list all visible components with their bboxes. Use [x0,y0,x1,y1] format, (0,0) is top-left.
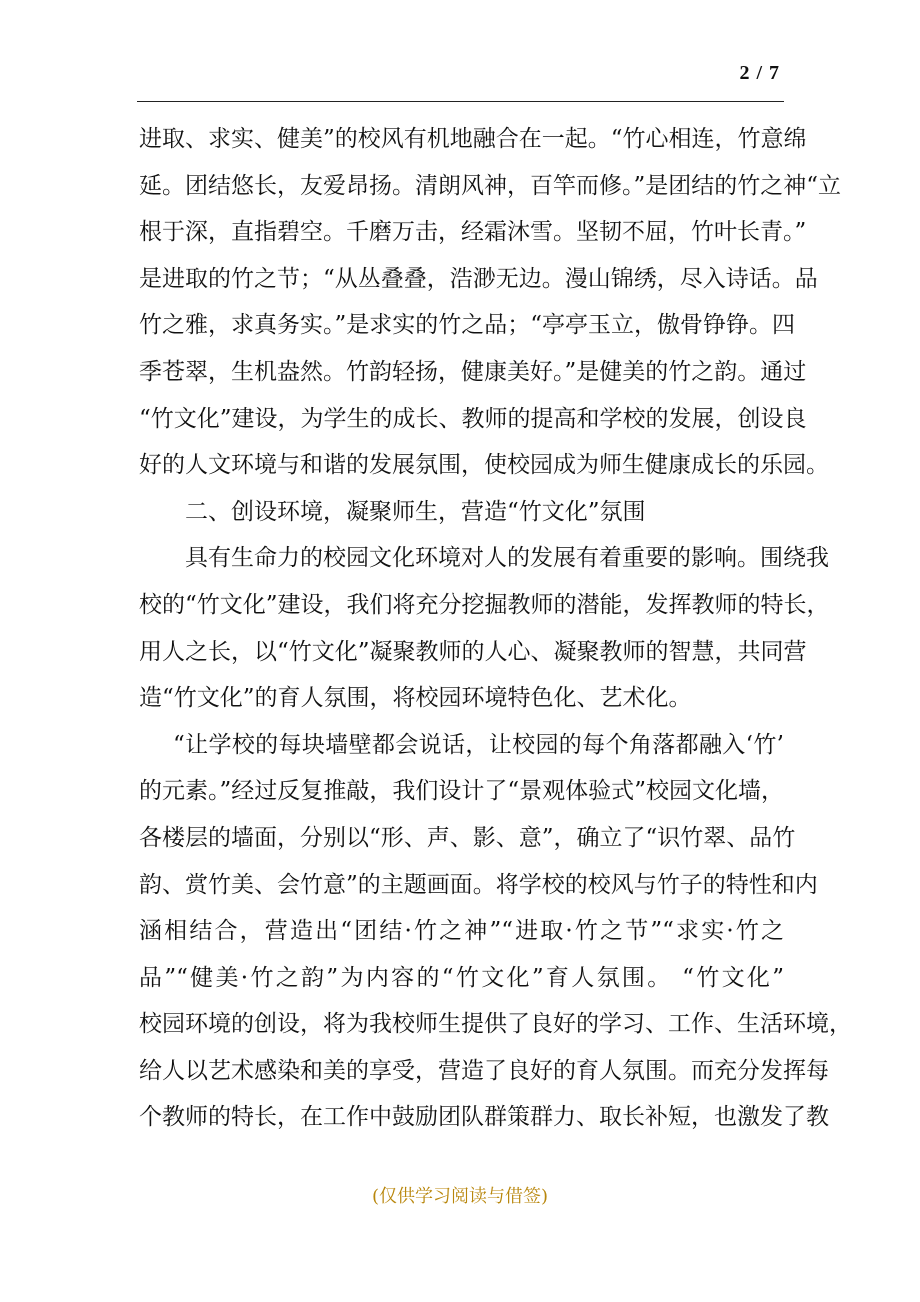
text-line: 校园环境的创设，将为我校师生提供了良好的学习、工作、生活环境， [139,1011,852,1038]
text-line: 校的“竹文化”建设，我们将充分挖掘教师的潜能，发挥教师的特长， [139,591,830,618]
text-line: 是进取的竹之节；“从丛叠叠，浩渺无边。漫山锦绣，尽入诗话。品 [139,265,818,292]
text-line: 根于深，直指碧空。千磨万击，经霜沐雪。坚韧不屈，竹叶长青。” [139,219,807,246]
text-line: “让学校的每块墙壁都会说话，让校园的每个角落都融入‘竹’ [173,731,784,758]
text-line: 给人以艺术感染和美的享受，营造了良好的育人氛围。而充分发挥每 [139,1057,829,1084]
text-line: 韵、赏竹美、会竹意”的主题画面。将学校的校风与竹子的特性和内 [139,871,818,898]
text-line: 造“竹文化”的育人氛围，将校园环境特色化、艺术化。 [139,685,692,712]
text-line: 进取、求实、健美”的校风有机地融合在一起。“竹心相连，竹意绵 [139,126,807,152]
text-line: 的元素。”经过反复推敲，我们设计了“景观体验式”校园文化墙， [139,778,784,805]
document-body [139,116,852,1141]
text-line: 延。团结悠长，友爱昂扬。清朗风神，百竿而修。”是团结的竹之神“立 [139,172,842,199]
text-line: 各楼层的墙面，分别以“形、声、影、意”，确立了“识竹翠、品竹 [139,824,796,851]
footer-disclaimer: (仅供学习阅读与借签) [371,1186,549,1207]
text-line: 具有生命力的校园文化环境对人的发展有着重要的影响。围绕我 [185,545,829,572]
text-line: 竹之雅，求真务实。”是求实的竹之品；“亭亭玉立，傲骨铮铮。四 [139,312,796,339]
page-number: 2 / 7 [739,62,780,84]
text-line: “竹文化”建设，为学生的成长、教师的提高和学校的发展，创设良 [139,405,807,432]
text-line: 好的人文环境与和谐的发展氛围，使校园成为师生健康成长的乐园。 [139,452,829,479]
text-line: 品”“健美·竹之韵”为内容的“竹文化”育人氛围。 “竹文化” [139,964,784,991]
text-line: 个教师的特长，在工作中鼓励团队群策群力、取长补短，也激发了教 [139,1104,829,1131]
text-line: 涵相结合，营造出“团结·竹之神”“进取·竹之节”“求实·竹之 [139,918,784,945]
header-divider [137,101,784,102]
section-heading: 二、创设环境，凝聚师生，营造“竹文化”氛围 [185,498,646,525]
text-line: 季苍翠，生机盎然。竹韵轻扬，健康美好。”是健美的竹之韵。通过 [139,358,807,385]
text-line: 用人之长，以“竹文化”凝聚教师的人心、凝聚教师的智慧，共同营 [139,638,807,665]
